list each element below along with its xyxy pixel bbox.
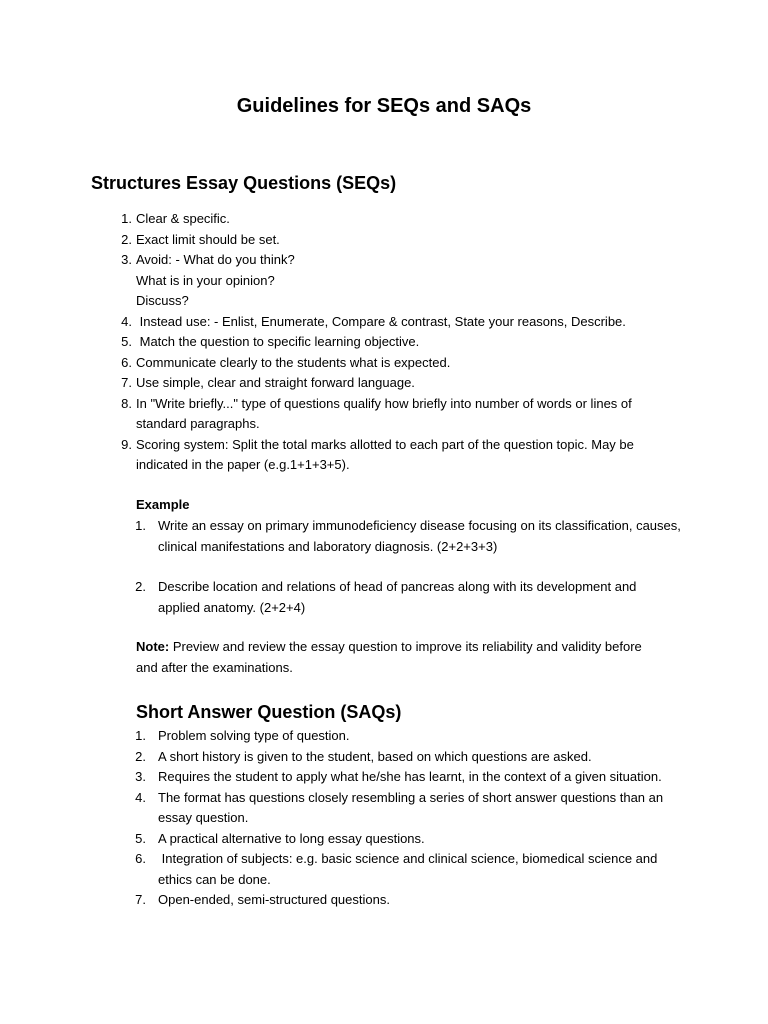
note-label: Note: [136,639,170,654]
seq-heading: Structures Essay Questions (SEQs) [91,173,397,193]
list-item: 4. Instead use: - Enlist, Enumerate, Compare & contrast, State your reasons, Describe. [121,313,626,329]
list-item: 2. A short history is given to the student, based on which questions are asked. [135,748,592,764]
note-paragraph [136,637,656,678]
list-item: 7. Use simple, clear and straight forward language. [121,375,415,390]
list-item: 1. Clear & specific. [121,211,230,226]
note-text: Preview and review the essay question to improve its reliability and validity before and after the examinations. [136,639,642,675]
example-list [136,516,681,618]
list-item: 5. A practical alternative to long essay questions. [135,830,425,846]
example-label: Example [136,497,190,512]
list-item: 9. Scoring system: Split the total marks allotted to each part of the question topic. May be indicated in the paper (e.g.1+1+3+5). [121,436,634,472]
list-item: 2. Exact limit should be set. [121,231,280,247]
saq-heading: Short Answer Question (SAQs) [136,702,402,722]
list-item: 1. Problem solving type of question. [135,728,350,743]
page-title: Guidelines for SEQs and SAQs [236,95,532,117]
list-item: 7. Open-ended, semi-structured questions. [135,892,390,907]
list-item: 6. Communicate clearly to the students what is expected. [121,354,451,370]
list-item: 6. Integration of subjects: e.g. basic science and clinical science, biomedical science and ethics can be done. [135,851,661,887]
list-item: 5. Match the question to specific learning objective. [121,334,420,349]
list-item: 8. In "Write briefly..." type of questions qualify how briefly into number of words or lines of standard paragraphs. [121,395,632,431]
saq-guidelines-list [136,726,681,911]
list-item: 2. Describe location and relations of head of pancreas along with its development and applied anatomy. (2+2+4) [135,579,637,615]
seq-guidelines-list [112,209,682,476]
list-item: 3. Avoid: - What do you think? What is in your opinion? Discuss? [121,252,295,308]
list-item: 4. The format has questions closely resembling a series of short answer questions than an essay question. [135,789,664,825]
list-item: 1. Write an essay on primary immunodeficiency disease focusing on its classification, causes, clinical manifestations and laboratory diagnosis. (2+2+3+3) [135,518,681,554]
list-item: 3. Requires the student to apply what he/she has learnt, in the context of a given situation. [135,769,662,784]
